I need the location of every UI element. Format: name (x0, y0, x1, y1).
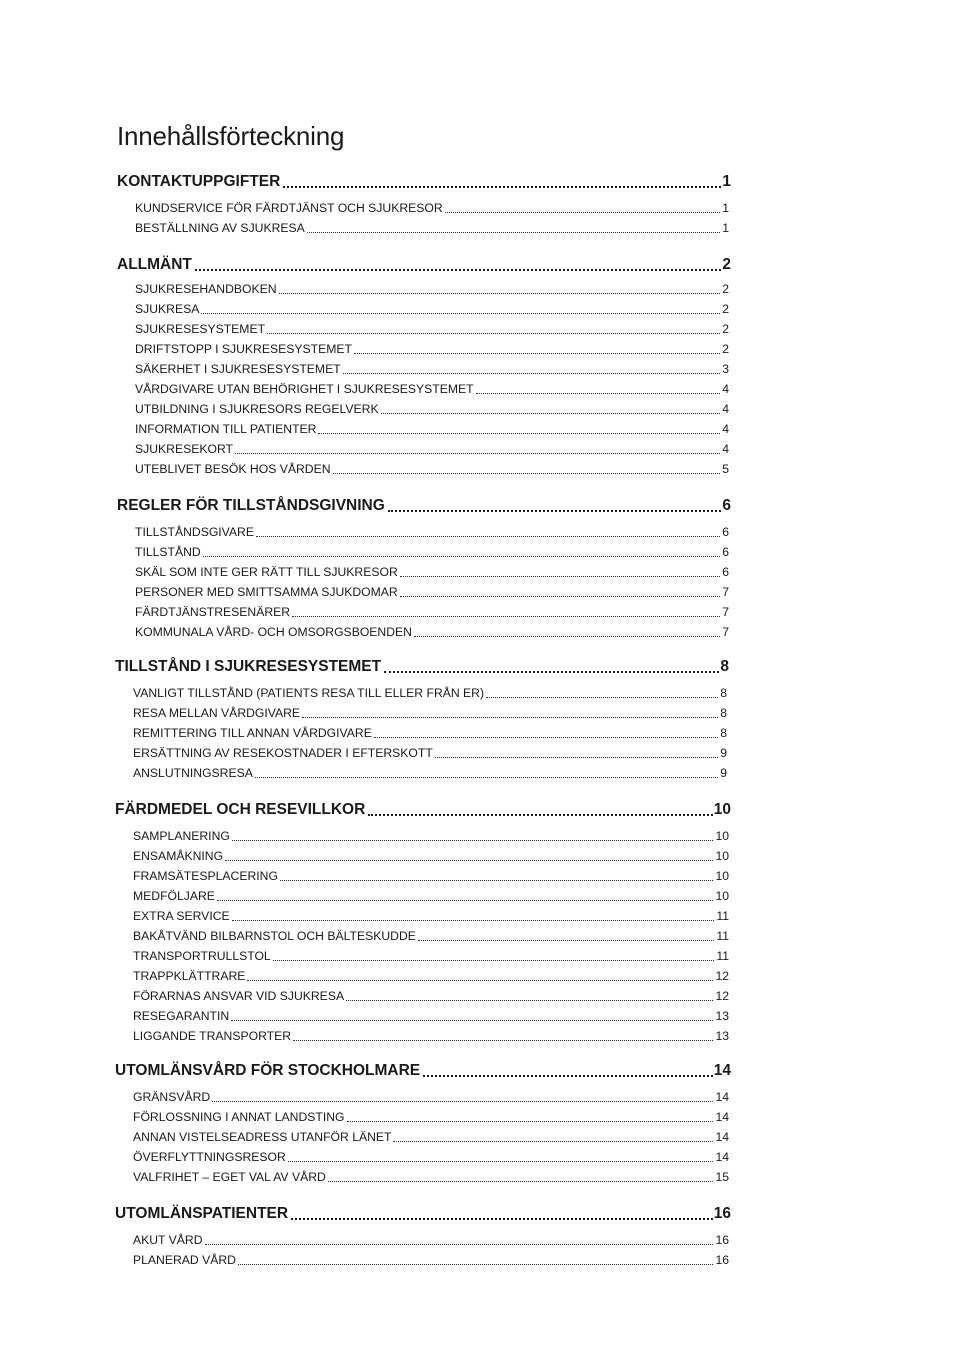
toc-entry-label: GRÄNSVÅRD (133, 1090, 211, 1104)
toc-entry[interactable] (115, 723, 729, 743)
toc-entry-label: SÄKERHET I SJUKRESESYSTEMET (135, 362, 341, 376)
dot-leader (414, 636, 720, 637)
toc-entry[interactable] (115, 946, 731, 966)
toc-entry-label: FÖRLOSSNING I ANNAT LANDSTING (133, 1110, 345, 1124)
toc-entry[interactable] (115, 966, 731, 986)
toc-entry-label: RESA MELLAN VÅRDGIVARE (133, 706, 301, 720)
toc-entry-label: TRANSPORTRULLSTOL (133, 949, 271, 963)
dot-leader (280, 880, 714, 881)
section-heading-label: KONTAKTUPPGIFTER (117, 173, 281, 190)
toc-section (117, 254, 731, 479)
toc-section (115, 656, 729, 783)
toc-entry-page: 10 (715, 849, 729, 863)
toc-entry[interactable] (115, 1230, 731, 1250)
section-page-number: 1 (722, 173, 731, 190)
toc-entry-page: 12 (715, 989, 729, 1003)
toc-entry-label: MEDFÖLJARE (133, 889, 215, 903)
toc-entry[interactable] (115, 986, 731, 1006)
toc-entry-page: 14 (715, 1110, 729, 1124)
dot-leader (400, 596, 720, 597)
dot-leader (288, 1161, 714, 1162)
dot-leader (347, 1121, 714, 1122)
dot-leader (217, 900, 713, 901)
section-heading[interactable] (115, 799, 731, 821)
toc-entry-label: RESEGARANTIN (133, 1009, 230, 1023)
toc-entry-label: REMITTERING TILL ANNAN VÅRDGIVARE (133, 726, 372, 740)
dot-leader (292, 616, 720, 617)
toc-entry[interactable] (115, 906, 731, 926)
toc-entry-label: FÄRDTJÄNSTRESENÄRER (135, 605, 291, 619)
dot-leader (307, 232, 720, 233)
dot-leader (388, 510, 722, 512)
toc-entry-label: FRAMSÄTESPLACERING (133, 869, 278, 883)
dot-leader (279, 293, 721, 294)
toc-entry-label: ERSÄTTNING AV RESEKOSTNADER I EFTERSKOTT (133, 746, 433, 760)
toc-entry-label: DRIFTSTOPP I SJUKRESESYSTEMET (135, 342, 352, 356)
toc-entry-label: INFORMATION TILL PATIENTER (135, 422, 317, 436)
toc-entry-label: ANSLUTNINGSRESA (133, 766, 253, 780)
toc-entry-label: VANLIGT TILLSTÅND (PATIENTS RESA TILL ELLER FRÅN ER) (133, 686, 485, 700)
dot-leader (393, 1141, 713, 1142)
dot-leader (235, 453, 720, 454)
toc-entry-label: TILLSTÅNDSGIVARE (135, 525, 254, 539)
dot-leader (212, 1101, 713, 1102)
dot-leader (283, 186, 721, 188)
dot-leader (423, 1075, 713, 1077)
toc-entry-page: 1 (722, 201, 729, 215)
section-heading[interactable] (117, 254, 731, 276)
toc-entry[interactable] (115, 1250, 731, 1270)
toc-entry-label: SJUKRESA (135, 302, 200, 316)
toc-entry-page: 13 (715, 1029, 729, 1043)
toc-entry[interactable] (117, 522, 731, 542)
section-heading[interactable] (115, 1203, 731, 1225)
toc-entry-page: 10 (715, 869, 729, 883)
toc-entry[interactable] (117, 299, 731, 319)
dot-leader (435, 757, 718, 758)
dot-leader (232, 920, 715, 921)
dot-leader (381, 413, 721, 414)
toc-entry-page: 10 (715, 889, 729, 903)
toc-entry[interactable] (115, 1147, 731, 1167)
toc-entry-page: 8 (720, 726, 727, 740)
toc-entry-page: 14 (715, 1130, 729, 1144)
toc-entry-label: PERSONER MED SMITTSAMMA SJUKDOMAR (135, 585, 398, 599)
toc-entry[interactable] (117, 379, 731, 399)
toc-entry-page: 15 (715, 1170, 729, 1184)
toc-entry[interactable] (115, 1127, 731, 1147)
dot-leader (400, 576, 720, 577)
toc-entry[interactable] (117, 459, 731, 479)
toc-entry-page: 6 (722, 545, 729, 559)
toc-entry-label: VÅRDGIVARE UTAN BEHÖRIGHET I SJUKRESESYSTEMET (135, 382, 474, 396)
toc-entry[interactable] (117, 319, 731, 339)
toc-entry-label: ENSAMÅKNING (133, 849, 224, 863)
dot-leader (368, 814, 712, 816)
toc-entry-page: 8 (720, 686, 727, 700)
toc-entry[interactable] (115, 743, 729, 763)
section-heading-label: FÄRDMEDEL OCH RESEVILLKOR (115, 801, 366, 818)
dot-leader (318, 433, 720, 434)
toc-entry[interactable] (117, 339, 731, 359)
toc-entry[interactable] (115, 1026, 731, 1046)
section-heading-label: UTOMLÄNSVÅRD FÖR STOCKHOLMARE (115, 1062, 421, 1079)
section-heading[interactable] (117, 171, 731, 193)
toc-entry-label: KOMMUNALA VÅRD- OCH OMSORGSBOENDEN (135, 625, 412, 639)
dot-leader (343, 373, 721, 374)
toc-entry-page: 2 (722, 322, 729, 336)
section-page-number: 10 (713, 801, 731, 818)
dot-leader (384, 671, 719, 673)
toc-entry-page: 12 (715, 969, 729, 983)
dot-leader (418, 940, 714, 941)
dot-leader (291, 1218, 713, 1220)
section-heading-label: REGLER FÖR TILLSTÅNDSGIVNING (117, 497, 385, 514)
section-page-number: 2 (722, 256, 731, 273)
toc-entry-label: BESTÄLLNING AV SJUKRESA (135, 221, 305, 235)
toc-entry-label: SKÄL SOM INTE GER RÄTT TILL SJUKRESOR (135, 565, 398, 579)
toc-entry-page: 14 (715, 1090, 729, 1104)
section-heading-label: ALLMÄNT (117, 256, 192, 273)
toc-entry[interactable] (117, 582, 731, 602)
page-title: Innehållsförteckning (117, 121, 345, 151)
toc-entry-page: 8 (720, 706, 727, 720)
section-heading[interactable] (117, 495, 731, 517)
section-heading-label: UTOMLÄNSPATIENTER (115, 1205, 289, 1222)
toc-entry-page: 11 (716, 949, 729, 963)
section-page-number: 8 (720, 658, 729, 675)
section-page-number: 6 (722, 497, 731, 514)
toc-entry[interactable] (115, 1006, 731, 1026)
toc-entry-page: 4 (722, 422, 729, 436)
toc-entry-page: 4 (722, 382, 729, 396)
dot-leader (354, 353, 720, 354)
section-heading-label: TILLSTÅND I SJUKRESESYSTEMET (115, 658, 382, 675)
dot-leader (238, 1264, 713, 1265)
dot-leader (333, 473, 721, 474)
dot-leader (205, 1244, 714, 1245)
toc-entry-label: SJUKRESESYSTEMET (135, 322, 266, 336)
toc-entry-page: 11 (716, 909, 729, 923)
toc-entry[interactable] (115, 703, 729, 723)
toc-entry[interactable] (117, 198, 731, 218)
toc-entry[interactable] (115, 866, 731, 886)
toc-entry-label: SJUKRESEHANDBOKEN (135, 282, 277, 296)
dot-leader (195, 269, 721, 271)
dot-leader (203, 556, 721, 557)
toc-entry-page: 13 (715, 1009, 729, 1023)
dot-leader (486, 697, 718, 698)
dot-leader (256, 536, 720, 537)
dot-leader (328, 1181, 714, 1182)
toc-entry-page: 10 (715, 829, 729, 843)
toc-entry-page: 9 (720, 766, 727, 780)
toc-section (115, 1060, 731, 1187)
toc-entry-page: 7 (722, 585, 729, 599)
toc-section (117, 171, 731, 238)
toc-entry-page: 1 (722, 221, 729, 235)
toc-entry[interactable] (115, 926, 731, 946)
dot-leader (293, 1040, 713, 1041)
toc-entry-page: 2 (722, 342, 729, 356)
toc-section (115, 799, 731, 1046)
toc-entry[interactable] (115, 886, 731, 906)
toc-entry-page: 5 (722, 462, 729, 476)
toc-entry[interactable] (117, 359, 731, 379)
dot-leader (267, 333, 720, 334)
toc-entry[interactable] (117, 419, 731, 439)
toc-entry-page: 16 (715, 1253, 729, 1267)
dot-leader (445, 212, 721, 213)
toc-entry-label: EXTRA SERVICE (133, 909, 230, 923)
toc-entry[interactable] (115, 846, 731, 866)
section-page-number: 14 (713, 1062, 731, 1079)
toc-entry-page: 2 (722, 302, 729, 316)
toc-entry-page: 4 (722, 442, 729, 456)
toc-entry[interactable] (117, 562, 731, 582)
toc-entry-page: 6 (722, 565, 729, 579)
toc-entry-label: AKUT VÅRD (133, 1233, 203, 1247)
toc-entry-label: TILLSTÅND (135, 545, 201, 559)
dot-leader (476, 393, 721, 394)
toc-entry-label: VALFRIHET – EGET VAL AV VÅRD (133, 1170, 326, 1184)
toc-entry[interactable] (115, 1107, 731, 1127)
toc-entry[interactable] (117, 218, 731, 238)
toc-entry-page: 11 (716, 929, 729, 943)
toc-section (115, 1203, 731, 1270)
toc-entry-label: ANNAN VISTELSEADRESS UTANFÖR LÄNET (133, 1130, 392, 1144)
toc-entry-page: 3 (722, 362, 729, 376)
toc-entry-page: 7 (722, 625, 729, 639)
toc-entry-label: BAKÅTVÄND BILBARNSTOL OCH BÄLTESKUDDE (133, 929, 416, 943)
dot-leader (302, 717, 718, 718)
dot-leader (201, 313, 720, 314)
toc-entry-page: 6 (722, 525, 729, 539)
toc-entry-label: TRAPPKLÄTTRARE (133, 969, 246, 983)
toc-entry[interactable] (117, 279, 731, 299)
toc-entry[interactable] (117, 439, 731, 459)
toc-entry-label: PLANERAD VÅRD (133, 1253, 236, 1267)
section-heading[interactable] (115, 656, 729, 678)
toc-entry-label: UTBILDNING I SJUKRESORS REGELVERK (135, 402, 379, 416)
toc-entry[interactable] (117, 622, 731, 642)
section-page-number: 16 (713, 1205, 731, 1222)
toc-entry[interactable] (117, 399, 731, 419)
toc-entry-label: SAMPLANERING (133, 829, 230, 843)
toc-entry-label: UTEBLIVET BESÖK HOS VÅRDEN (135, 462, 331, 476)
toc-entry[interactable] (117, 602, 731, 622)
toc-entry[interactable] (115, 1087, 731, 1107)
toc-entry[interactable] (115, 683, 729, 703)
dot-leader (255, 777, 718, 778)
toc-entry-label: FÖRARNAS ANSVAR VID SJUKRESA (133, 989, 345, 1003)
toc-entry[interactable] (117, 542, 731, 562)
toc-entry[interactable] (115, 763, 729, 783)
toc-entry-page: 7 (722, 605, 729, 619)
dot-leader (374, 737, 718, 738)
section-heading[interactable] (115, 1060, 731, 1082)
dot-leader (273, 960, 715, 961)
toc-entry-page: 14 (715, 1150, 729, 1164)
toc-entry[interactable] (115, 1167, 731, 1187)
dot-leader (346, 1000, 713, 1001)
toc-entry-label: LIGGANDE TRANSPORTER (133, 1029, 292, 1043)
toc-entry-label: KUNDSERVICE FÖR FÄRDTJÄNST OCH SJUKRESOR (135, 201, 443, 215)
toc-entry-label: SJUKRESEKORT (135, 442, 233, 456)
toc-entry-page: 9 (720, 746, 727, 760)
dot-leader (231, 1020, 713, 1021)
dot-leader (225, 860, 713, 861)
toc-entry-page: 2 (722, 282, 729, 296)
toc-section (117, 495, 731, 642)
toc-entry-page: 4 (722, 402, 729, 416)
toc-entry-page: 16 (715, 1233, 729, 1247)
dot-leader (232, 840, 714, 841)
dot-leader (247, 980, 713, 981)
toc-entry-label: ÖVERFLYTTNINGSRESOR (133, 1150, 286, 1164)
toc-entry[interactable] (115, 826, 731, 846)
